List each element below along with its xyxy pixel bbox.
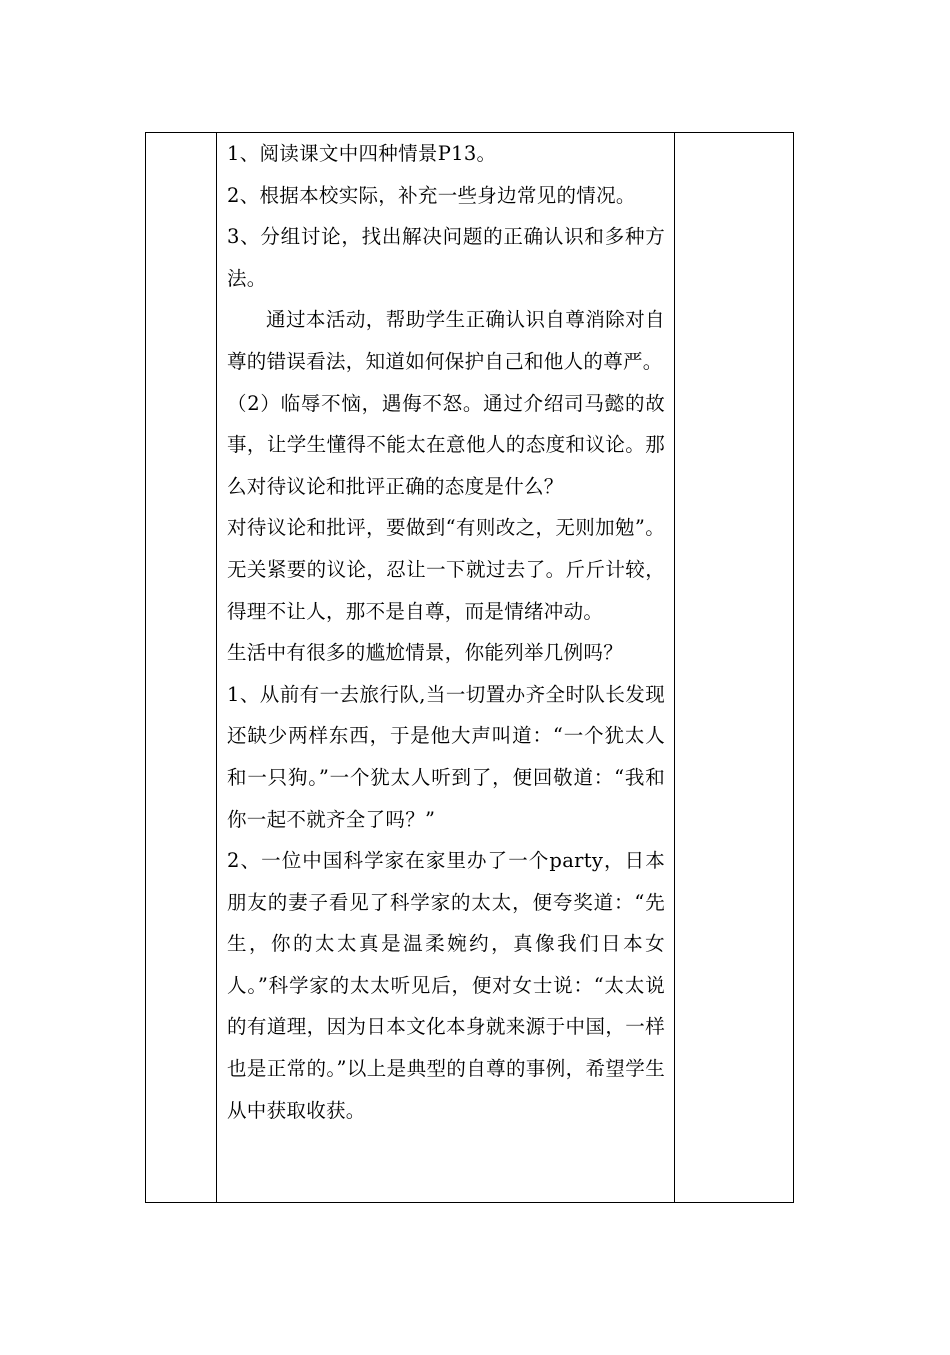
paragraph-step-2: 2、根据本校实际，补充一些身边常见的情况。 bbox=[227, 183, 636, 207]
lesson-table bbox=[145, 132, 794, 1203]
main-content-cell bbox=[217, 133, 675, 1203]
paragraph-activity-goal: 通过本活动，帮助学生正确认识自尊消除对自尊的错误看法，知道如何保护自己和他人的尊严。 bbox=[227, 308, 665, 373]
paragraph-criticism-attitude: 对待议论和批评，要做到“有则改之，无则加勉”。无关紧要的议论，忍让一下就过去了。斤斤计较，得理不让人，那不是自尊，而是情绪冲动。 bbox=[227, 516, 665, 623]
paragraph-example-2: 2、一位中国科学家在家里办了一个party，日本朋友的妻子看见了科学家的太太，便夸奖道：“先生，你的太太真是温柔婉约，真像我们日本女人。”科学家的太太听见后，便对女士说：“太太说的有道理，因为日本文化本身就来源于中国，一样也是正常的。”以上是典型的自尊的事例，希望学生从中获取收获。 bbox=[227, 849, 665, 1122]
main-content bbox=[217, 133, 674, 1131]
paragraph-step-1: 1、阅读课文中四种情景P13。 bbox=[227, 142, 497, 165]
paragraph-step-3: 3、分组讨论，找出解决问题的正确认识和多种方法。 bbox=[227, 225, 665, 290]
paragraph-section-2: （2）临辱不恼，遇侮不怒。通过介绍司马懿的故事，让学生懂得不能太在意他人的态度和议论。那么对待议论和批评正确的态度是什么？ bbox=[227, 391, 665, 498]
table-row bbox=[146, 133, 794, 1203]
paragraph-example-1: 1、从前有一去旅行队,当一切置办齐全时队长发现还缺少两样东西，于是他大声叫道：“一个犹太人和一只狗。”一个犹太人听到了，便回敬道：“我和你一起不就齐全了吗？” bbox=[227, 682, 665, 831]
left-column-cell bbox=[146, 133, 217, 1203]
paragraph-question: 生活中有很多的尴尬情景，你能列举几例吗？ bbox=[227, 641, 624, 665]
right-column-cell bbox=[675, 133, 794, 1203]
